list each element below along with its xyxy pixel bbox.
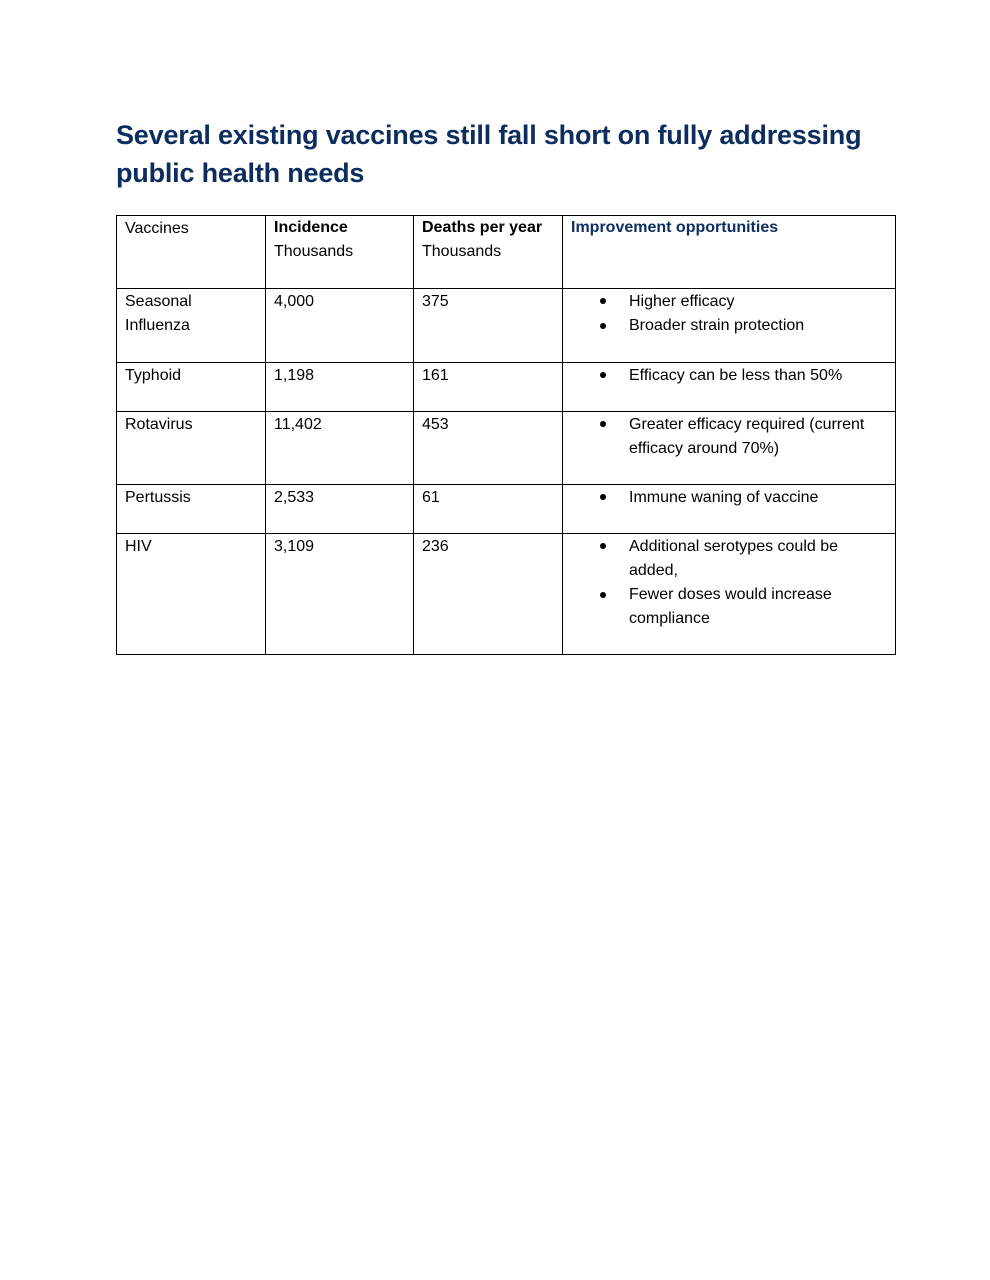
opportunities-list xyxy=(571,485,887,510)
vaccine-cell xyxy=(117,534,266,655)
incidence-cell xyxy=(266,534,414,655)
header-vaccines-label: Vaccines xyxy=(125,220,189,237)
opportunities-cell xyxy=(563,534,896,655)
header-deaths-label: Deaths per year xyxy=(422,219,543,236)
opportunities-list xyxy=(571,363,887,388)
header-incidence-unit: Thousands xyxy=(274,243,354,260)
incidence-cell xyxy=(266,412,414,485)
incidence-value: 2,533 xyxy=(274,489,315,506)
vaccine-cell xyxy=(117,363,266,412)
vaccine-name: Rotavirus xyxy=(125,416,193,433)
vaccine-name: HIV xyxy=(125,538,152,555)
bullet-icon xyxy=(600,372,606,378)
header-incidence xyxy=(266,216,414,289)
bullet-icon xyxy=(600,494,606,500)
page-title: Several existing vaccines still fall short on fully addressing public health needs xyxy=(116,120,862,188)
vaccine-cell xyxy=(117,289,266,363)
list-item xyxy=(629,289,887,314)
table-header-row xyxy=(117,216,896,289)
list-item xyxy=(629,534,887,583)
deaths-value: 161 xyxy=(422,367,449,384)
header-improvement-label: Improvement opportunities xyxy=(571,219,779,236)
list-item xyxy=(629,583,887,631)
header-deaths-unit: Thousands xyxy=(422,243,502,260)
opportunities-list xyxy=(571,289,887,338)
bullet-icon xyxy=(600,421,606,427)
incidence-value: 11,402 xyxy=(274,416,322,433)
deaths-cell xyxy=(414,289,563,363)
header-incidence-label: Incidence xyxy=(274,219,348,236)
list-item xyxy=(629,485,887,510)
deaths-value: 236 xyxy=(422,538,449,555)
opportunities-list xyxy=(571,534,887,631)
vaccine-cell xyxy=(117,485,266,534)
opportunity-text: Higher efficacy xyxy=(629,293,735,310)
table-row xyxy=(117,363,896,412)
opportunities-list xyxy=(571,412,887,461)
deaths-cell xyxy=(414,534,563,655)
opportunity-text: Greater efficacy required (current efficacy around 70%) xyxy=(629,416,865,457)
opportunity-text: Immune waning of vaccine xyxy=(629,489,819,506)
header-improvement xyxy=(563,216,896,289)
incidence-cell xyxy=(266,485,414,534)
deaths-cell xyxy=(414,485,563,534)
opportunities-cell xyxy=(563,412,896,485)
incidence-value: 4,000 xyxy=(274,293,315,310)
incidence-cell xyxy=(266,289,414,363)
bullet-icon xyxy=(600,323,606,329)
incidence-cell xyxy=(266,363,414,412)
opportunities-cell xyxy=(563,485,896,534)
deaths-cell xyxy=(414,363,563,412)
bullet-icon xyxy=(600,592,606,598)
list-item xyxy=(629,314,887,338)
header-vaccines xyxy=(117,216,266,289)
bullet-icon xyxy=(600,298,606,304)
opportunities-cell xyxy=(563,289,896,363)
opportunity-text: Fewer doses would increase compliance xyxy=(629,586,832,627)
deaths-value: 375 xyxy=(422,293,449,310)
deaths-value: 61 xyxy=(422,489,440,506)
vaccines-table xyxy=(116,215,896,655)
opportunity-text: Efficacy can be less than 50% xyxy=(629,367,843,384)
opportunities-cell xyxy=(563,363,896,412)
table-row xyxy=(117,412,896,485)
table-row xyxy=(117,485,896,534)
vaccine-name: Seasonal Influenza xyxy=(125,293,192,334)
header-deaths xyxy=(414,216,563,289)
table-row xyxy=(117,534,896,655)
table-row xyxy=(117,289,896,363)
opportunity-text: Broader strain protection xyxy=(629,317,805,334)
opportunity-text: Additional serotypes could be added, xyxy=(629,538,839,579)
vaccine-cell xyxy=(117,412,266,485)
vaccine-name: Pertussis xyxy=(125,489,191,506)
list-item xyxy=(629,412,887,461)
deaths-cell xyxy=(414,412,563,485)
vaccine-name: Typhoid xyxy=(125,367,182,384)
incidence-value: 1,198 xyxy=(274,367,315,384)
list-item xyxy=(629,363,887,388)
bullet-icon xyxy=(600,543,606,549)
incidence-value: 3,109 xyxy=(274,538,315,555)
deaths-value: 453 xyxy=(422,416,449,433)
